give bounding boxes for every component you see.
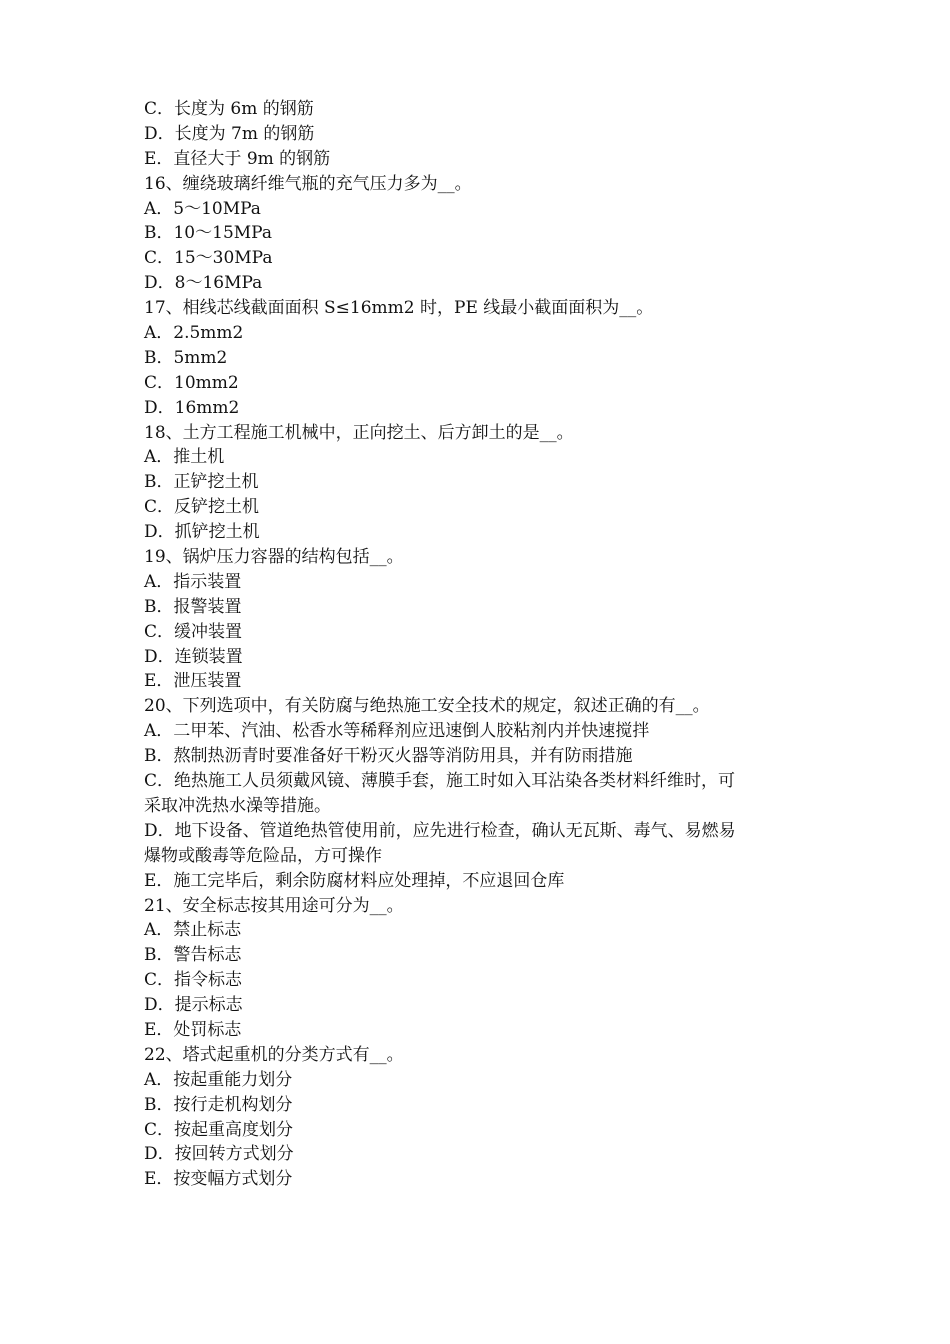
text-line: 采取冲洗热水澡等措施。	[144, 795, 331, 816]
question-22: 22、塔式起重机的分类方式有__。	[144, 1044, 404, 1065]
question-19: 19、锅炉压力容器的结构包括__。	[144, 547, 404, 568]
text-line: D．提示标志	[144, 995, 243, 1016]
text-line: B．熬制热沥青时要准备好干粉灭火器等消防用具，并有防雨措施	[144, 746, 633, 767]
text-line: B．按行走机构划分	[144, 1094, 293, 1115]
text-line: C．反铲挖土机	[144, 497, 260, 518]
text-line: C．15～30MPa	[144, 248, 273, 269]
text-line: C．按起重高度划分	[144, 1119, 294, 1140]
question-20: 20、下列选项中，有关防腐与绝热施工安全技术的规定，叙述正确的有__。	[144, 696, 710, 717]
text-line: E．处罚标志	[144, 1019, 242, 1040]
text-line: E．泄压装置	[144, 671, 242, 692]
text-line: C．10mm2	[144, 372, 239, 393]
document-page	[144, 97, 824, 1192]
text-line: E．施工完毕后，剩余防腐材料应处理掉，不应退回仓库	[144, 870, 565, 891]
text-line: D．长度为 7m 的钢筋	[144, 123, 315, 144]
text-line: B．报警装置	[144, 596, 242, 617]
text-line: B．10～15MPa	[144, 223, 272, 244]
text-line: D．按回转方式划分	[144, 1144, 294, 1165]
text-line: B．5mm2	[144, 347, 228, 368]
text-line: A．5～10MPa	[144, 198, 261, 219]
text-line: A．指示装置	[144, 571, 242, 592]
text-line: A．二甲苯、汽油、松香水等稀释剂应迅速倒人胶粘剂内并快速搅拌	[144, 721, 650, 742]
question-21: 21、安全标志按其用途可分为__。	[144, 895, 404, 916]
text-line: A．按起重能力划分	[144, 1069, 293, 1090]
text-line: D．抓铲挖土机	[144, 522, 260, 543]
text-line: A．2.5mm2	[144, 323, 244, 344]
text-line: D．连锁装置	[144, 646, 243, 667]
text-line: A．推土机	[144, 447, 225, 468]
text-line: C．指令标志	[144, 970, 243, 991]
text-line: E．直径大于 9m 的钢筋	[144, 148, 331, 169]
text-line: C．缓冲装置	[144, 621, 243, 642]
question-16: 16、缠绕玻璃纤维气瓶的充气压力多为__。	[144, 173, 472, 194]
text-line: A．禁止标志	[144, 920, 242, 941]
text-line: E．按变幅方式划分	[144, 1169, 293, 1190]
text-line: D．地下设备、管道绝热管使用前，应先进行检查，确认无瓦斯、毒气、易燃易	[144, 820, 736, 841]
text-line: D．16mm2	[144, 397, 240, 418]
text-line: D．8～16MPa	[144, 273, 263, 294]
question-17: 17、相线芯线截面面积 S≤16mm2 时，PE 线最小截面面积为__。	[144, 298, 654, 319]
text-line: C．长度为 6m 的钢筋	[144, 99, 314, 119]
text-line: B．警告标志	[144, 945, 242, 966]
question-18: 18、土方工程施工机械中，正向挖土、后方卸土的是__。	[144, 422, 574, 443]
text-line: 爆物或酸毒等危险品，方可操作	[144, 845, 382, 866]
text-line: B．正铲挖土机	[144, 472, 259, 493]
text-line: C．绝热施工人员须戴风镜、薄膜手套，施工时如入耳沾染各类材料纤维时，可	[144, 771, 736, 792]
